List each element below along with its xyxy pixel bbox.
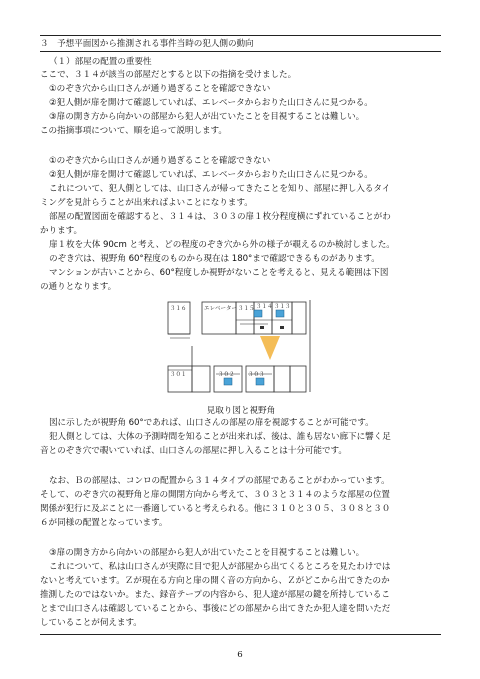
- body-line: これについて、私は山口さんが実際に目で犯人が部屋から出てくるところを見たわけでは: [49, 562, 391, 572]
- body-line: かります。: [40, 226, 83, 236]
- body-line: そして、のぞき穴の視野角と扉の開閉方向から考えて、３０３と３１４のような部屋の位置: [40, 490, 390, 500]
- body-line: ②犯人側が扉を開けて確認していれば、エレベータからおりた山口さんに見つかる。: [49, 170, 373, 180]
- body-line: 関係が犯行に及ぶことに一番適していると考えられる。他に３１０と３０５、３０８と３０: [40, 504, 391, 514]
- body-line: ①のぞき穴から山口さんが通り過ぎることを確認できない: [49, 84, 271, 94]
- room-label-315: ３１５: [238, 306, 255, 312]
- room-label-301: ３０１: [170, 372, 187, 378]
- body-line: ここで、３１４が該当の部屋だとすると以下の指摘を受けました。: [40, 70, 297, 80]
- body-line: ミングを見計らうことが出来ればよいことになります。: [40, 198, 253, 208]
- subsection-heading: （１）部屋の配置の重要性: [49, 57, 152, 67]
- body-line: この指摘事項について、順を追って説明します。: [40, 126, 227, 136]
- room-label-316: ３１６: [170, 306, 187, 312]
- section-heading: ３ 予想平面図から推測される事件当時の犯人側の動向: [40, 39, 254, 49]
- room-label-314: ３１４: [256, 304, 273, 310]
- view-angle-cone: [260, 336, 280, 360]
- body-line: ③扉の開き方から向かいの部屋から犯人が出ていたことを目視することは難しい。: [49, 112, 365, 122]
- body-line: これについて、犯人側としては、山口さんが帰ってきたことを知り、部屋に押し入るタイ: [49, 184, 391, 194]
- body-line: 推測したのではないか。また、録音テープの内容から、犯人達が部屋の鍵を所持しているこ: [40, 590, 390, 600]
- body-line: とまで山口さんは確認していることから、事後にどの部屋から出てきたか犯人達を問いただ: [40, 604, 391, 614]
- body-line: ③扉の開き方から向かいの部屋から犯人が出ていたことを目視することは難しい。: [49, 548, 365, 558]
- room-label-313: ３１３: [274, 304, 291, 310]
- body-line: ないと考えています。Ｚが現在る方向と扉の開く音の方向から、Ｚがどこから出てきたのか: [40, 576, 390, 586]
- body-line: マンションが古いことから、60°程度しか視野がないことを考えると、見える範囲は下図: [49, 268, 389, 278]
- room-label-302: ３０２: [218, 372, 235, 378]
- body-line: の通りとなります。: [40, 282, 117, 292]
- body-line: 扉１枚を大体 90cm と考え、どの程度のぞき穴から外の様子が覗えるのか検討しました。: [49, 240, 395, 250]
- body-line: ①のぞき穴から山口さんが通り過ぎることを確認できない: [49, 156, 271, 166]
- elevator-label: エレベーター: [204, 306, 238, 312]
- body-line: していることが伺えます。: [40, 618, 142, 628]
- header-rule-top: [40, 35, 441, 36]
- body-line: なお、Ｂの部屋は、コンロの配置から３１４タイプの部屋であることがわかっています。: [49, 476, 390, 486]
- body-line: 部屋の配置図面を確認すると、３１４は、３０３の扉１枚分程度横にずれていることがわ: [49, 212, 391, 222]
- floor-plan-figure: [164, 296, 312, 394]
- page-number: 6: [237, 650, 243, 660]
- footer-rule: [40, 634, 441, 635]
- body-line: 犯人側としては、大体の予測時間を知ることが出来れば、後は、誰も居ない廊下に響く足: [49, 432, 391, 442]
- body-line: ②犯人側が扉を開けて確認していれば、エレベータからおりた山口さんに見つかる。: [49, 98, 373, 108]
- header-rule-bottom: [40, 51, 441, 52]
- body-line: のぞき穴は、視野角 60°程度のものから現在は 180°まで確認できるものがあります。: [49, 254, 380, 264]
- room-label-303: ３０３: [248, 372, 265, 378]
- body-line: 図に示したが視野角 60°であれば、山口さんの部屋の扉を視認することが可能です。: [49, 418, 374, 428]
- body-line: ６が同様の配置となっています。: [40, 518, 168, 528]
- body-line: 音とのぞき穴で覗いていれば、山口さんの部屋に押し入ることは十分可能です。: [40, 446, 347, 456]
- figure-caption: 見取り図と視野角: [206, 406, 276, 416]
